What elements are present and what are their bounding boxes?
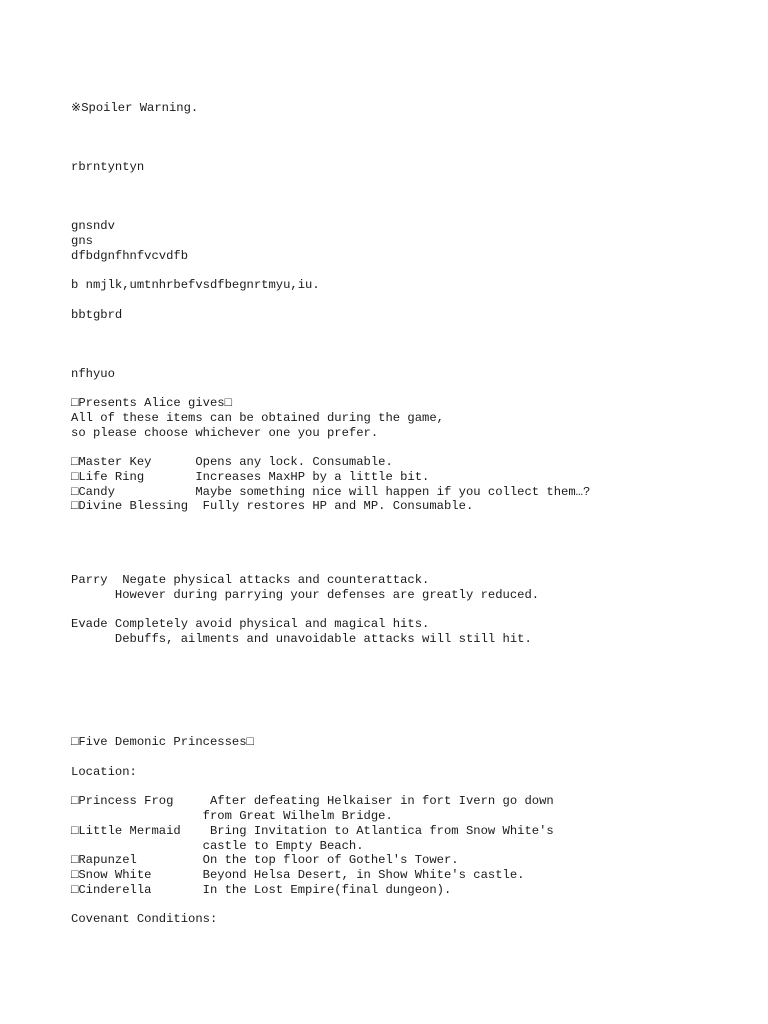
text-line: □Candy Maybe something nice will happen if you collect them…? [71, 484, 591, 499]
text-line: □Snow White Beyond Helsa Desert, in Show White's castle. [71, 868, 525, 882]
text-line: □Little Mermaid Bring Invitation to Atlantica from Snow White's [71, 823, 554, 838]
text-line: bbtgbrd [71, 307, 123, 322]
text-line: □Life Ring Increases MaxHP by a little bit. [71, 469, 430, 484]
text-line: Debuffs, ailments and unavoidable attacks will still hit. [71, 632, 532, 646]
document-page [71, 101, 751, 927]
text-line: gnsndv [71, 219, 115, 233]
text-line: □Presents Alice gives□ [71, 396, 232, 410]
text-line: rbrntyntyn [71, 160, 145, 174]
text-line: □Five Demonic Princesses□ [71, 735, 254, 750]
text-line: However during parrying your defenses are greatly reduced. [71, 587, 540, 602]
text-line: □Master Key Opens any lock. Consumable. [71, 455, 393, 469]
text-line: □Rapunzel On the top floor of Gothel's Tower. [71, 853, 459, 868]
text-line: from Great Wilhelm Bridge. [71, 809, 393, 823]
text-line: so please choose whichever one you prefer. [71, 425, 379, 440]
text-line: Parry Negate physical attacks and counterattack. [71, 573, 430, 587]
text-line: □Divine Blessing Fully restores HP and MP. Consumable. [71, 499, 474, 514]
text-line: ※Spoiler Warning. [71, 101, 199, 115]
text-line: nfhyuo [71, 366, 115, 381]
text-line: All of these items can be obtained during the game, [71, 410, 444, 425]
text-line: Evade Completely avoid physical and magical hits. [71, 617, 430, 632]
document-text [71, 101, 751, 927]
text-line: Covenant Conditions: [71, 912, 218, 927]
text-line: b nmjlk,umtnhrbefvsdfbegnrtmyu,iu. [71, 278, 320, 292]
text-line: □Cinderella In the Lost Empire(final dungeon). [71, 882, 452, 897]
text-line: castle to Empty Beach. [71, 838, 364, 853]
text-line: gns [71, 233, 93, 248]
text-line: □Princess Frog After defeating Helkaiser in fort Ivern go down [71, 794, 554, 809]
text-line: dfbdgnfhnfvcvdfb [71, 248, 189, 263]
text-line: Location: [71, 764, 137, 779]
